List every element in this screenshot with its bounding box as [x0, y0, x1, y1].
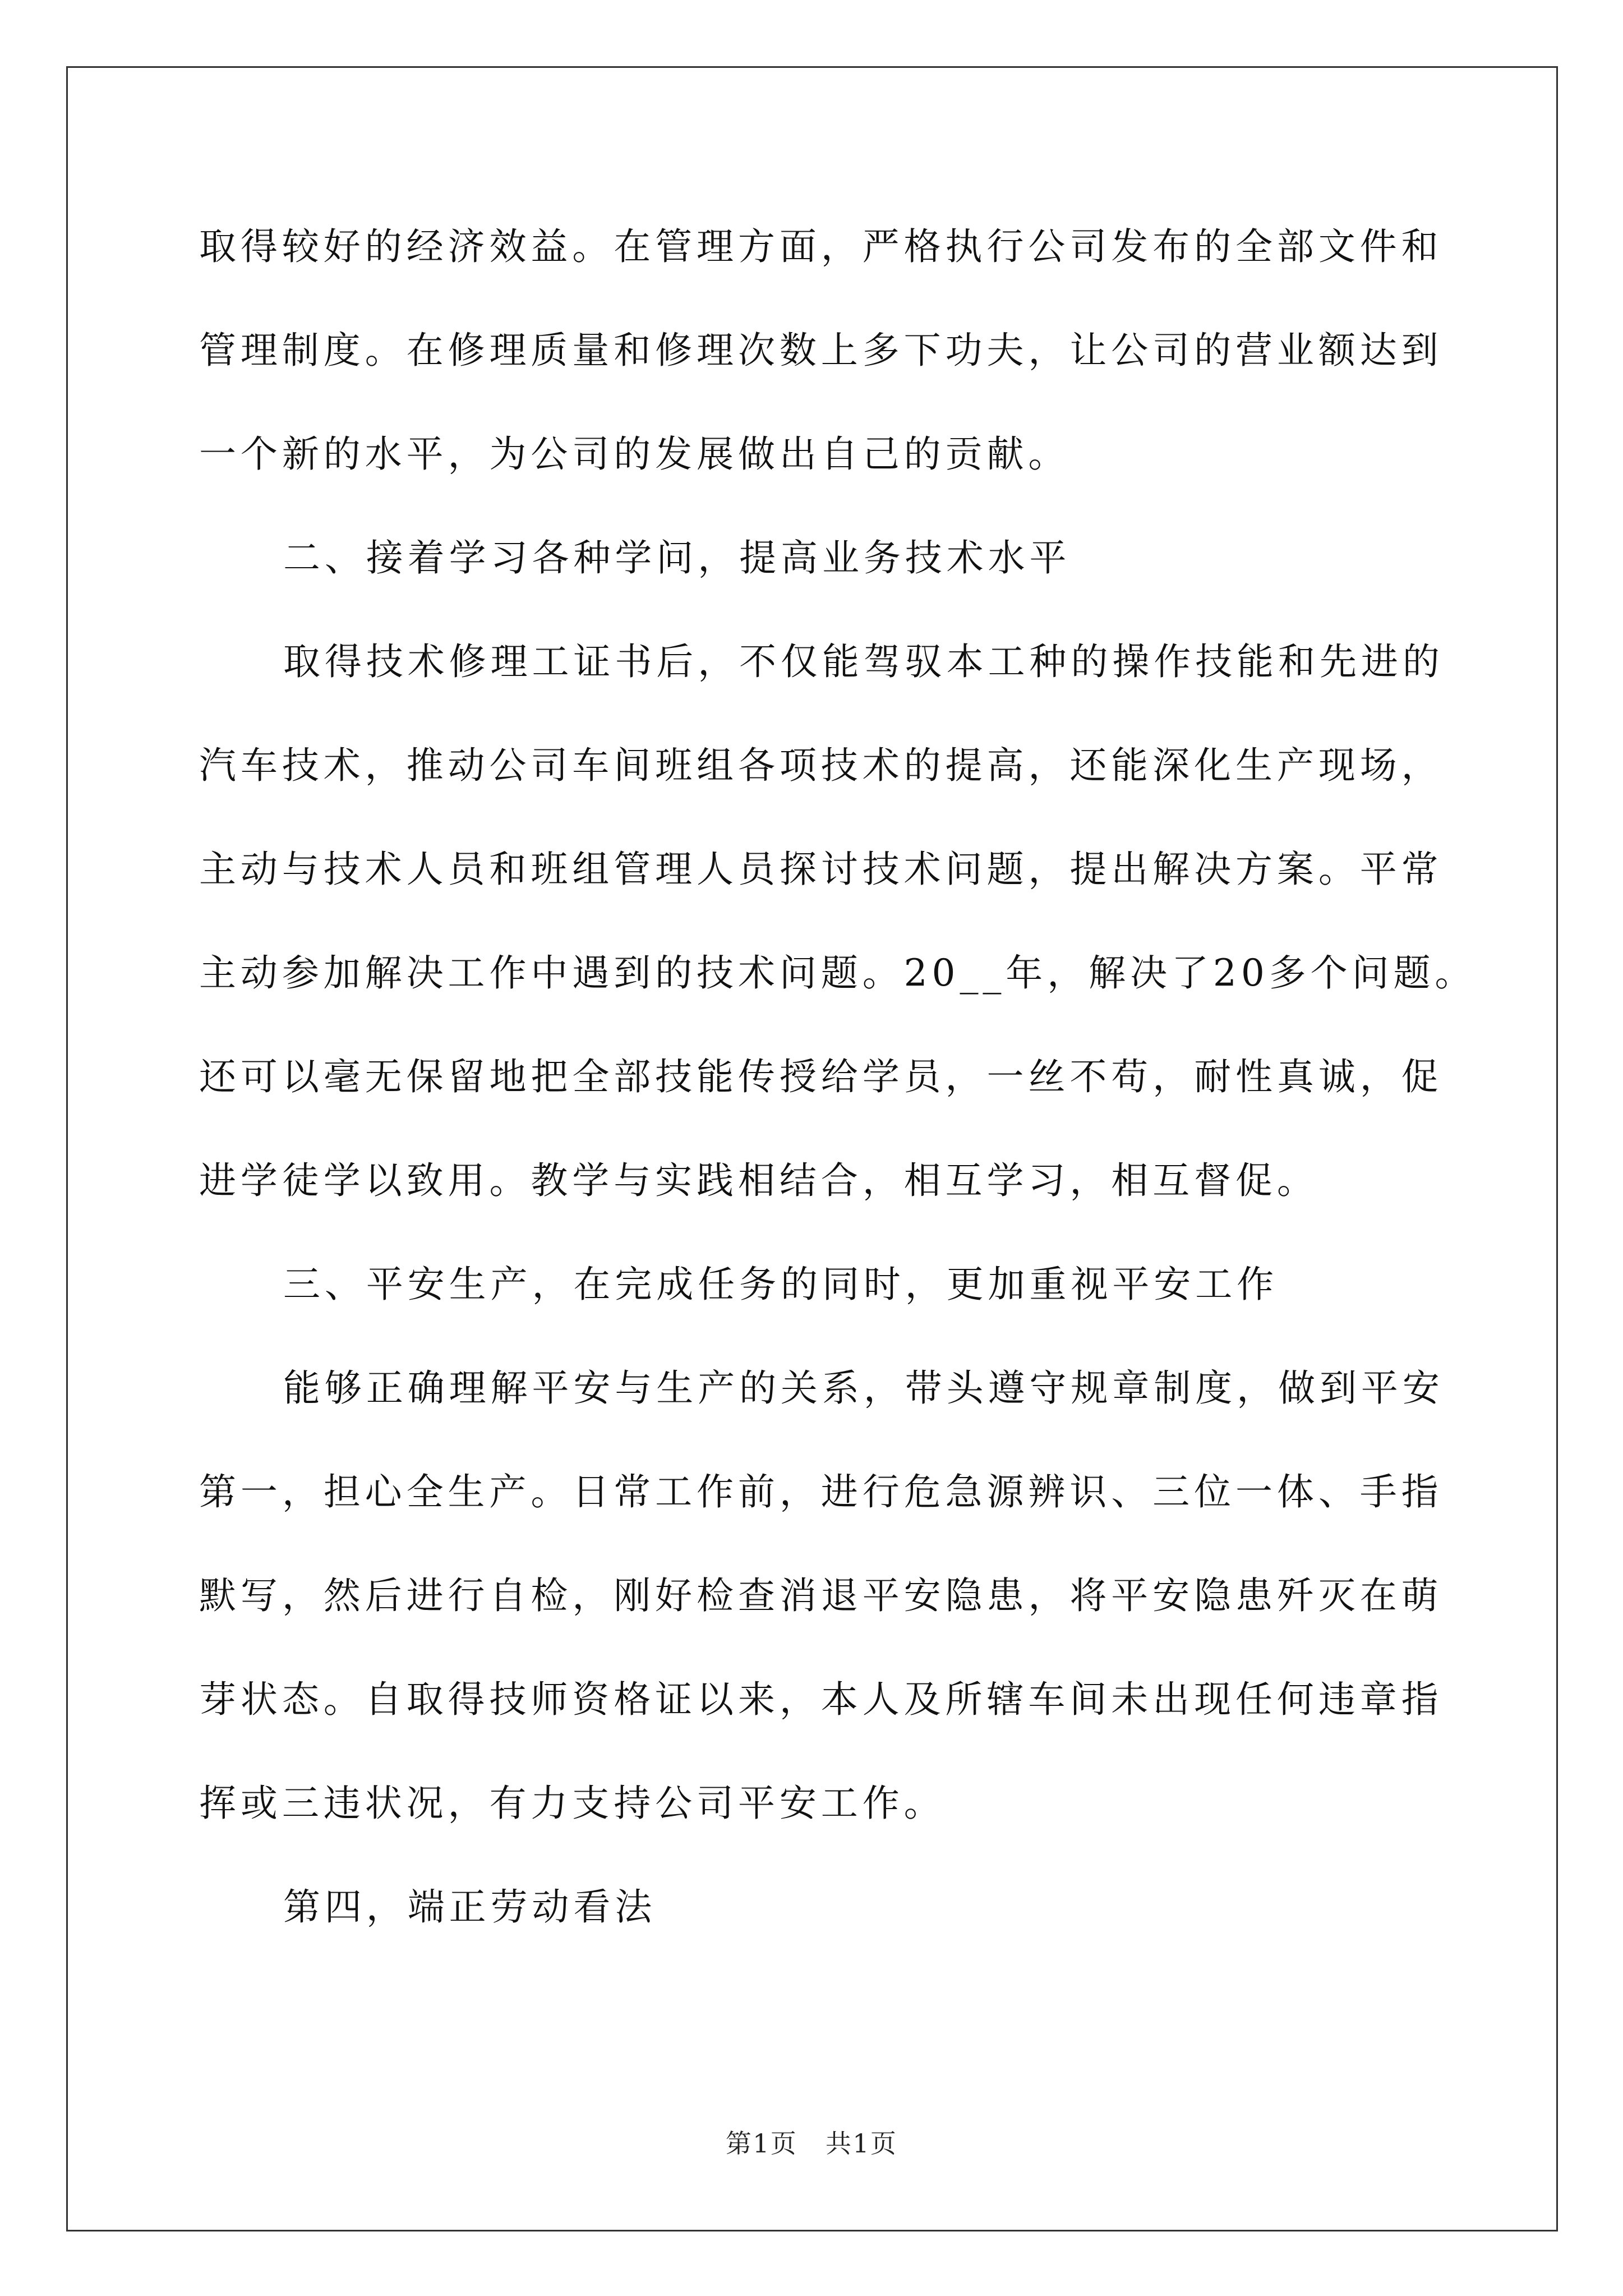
text-line: 能够正确理解平安与生产的关系，带头遵守规章制度，做到平安	[283, 1366, 1444, 1410]
text-line: 第一，担心全生产。日常工作前，进行危急源辨识、三位一体、手指	[199, 1470, 1443, 1513]
text-line: 主动与技术人员和班组管理人员探讨技术问题，提出解决方案。平常	[199, 848, 1443, 891]
section-heading: 第四，端正劳动看法	[283, 1885, 657, 1929]
text-line: 一个新的水平，为公司的发展做出自己的贡献。	[199, 432, 1070, 476]
section-heading: 三、平安生产，在完成任务的同时，更加重视平安工作	[283, 1263, 1279, 1306]
page-number: 第1页	[725, 2128, 797, 2159]
text-line: 主动参加解决工作中遇到的技术问题。20__年，解决了20多个问题。	[199, 951, 1477, 995]
section-heading: 二、接着学习各种学问，提高业务技术水平	[283, 536, 1071, 579]
text-line: 取得技术修理工证书后，不仅能驾驭本工种的操作技能和先进的	[283, 640, 1444, 683]
text-line: 取得较好的经济效益。在管理方面，严格执行公司发布的全部文件和	[199, 225, 1443, 268]
text-line: 进学徒学以致用。教学与实践相结合，相互学习，相互督促。	[199, 1159, 1318, 1202]
page-footer	[0, 2123, 1623, 2160]
page-total: 共1页	[826, 2128, 898, 2159]
text-line: 默写，然后进行自检，刚好检查消退平安隐患，将平安隐患歼灭在萌	[199, 1574, 1443, 1617]
document-body	[199, 210, 1477, 1975]
text-line: 还可以毫无保留地把全部技能传授给学员，一丝不苟，耐性真诚，促	[199, 1055, 1443, 1098]
text-line: 挥或三违状况，有力支持公司平安工作。	[199, 1782, 946, 1825]
text-line: 汽车技术，推动公司车间班组各项技术的提高，还能深化生产现场，	[199, 744, 1443, 787]
text-line: 芽状态。自取得技师资格证以来，本人及所辖车间未出现任何违章指	[199, 1678, 1443, 1721]
text-line: 管理制度。在修理质量和修理次数上多下功夫，让公司的营业额达到	[199, 329, 1443, 372]
